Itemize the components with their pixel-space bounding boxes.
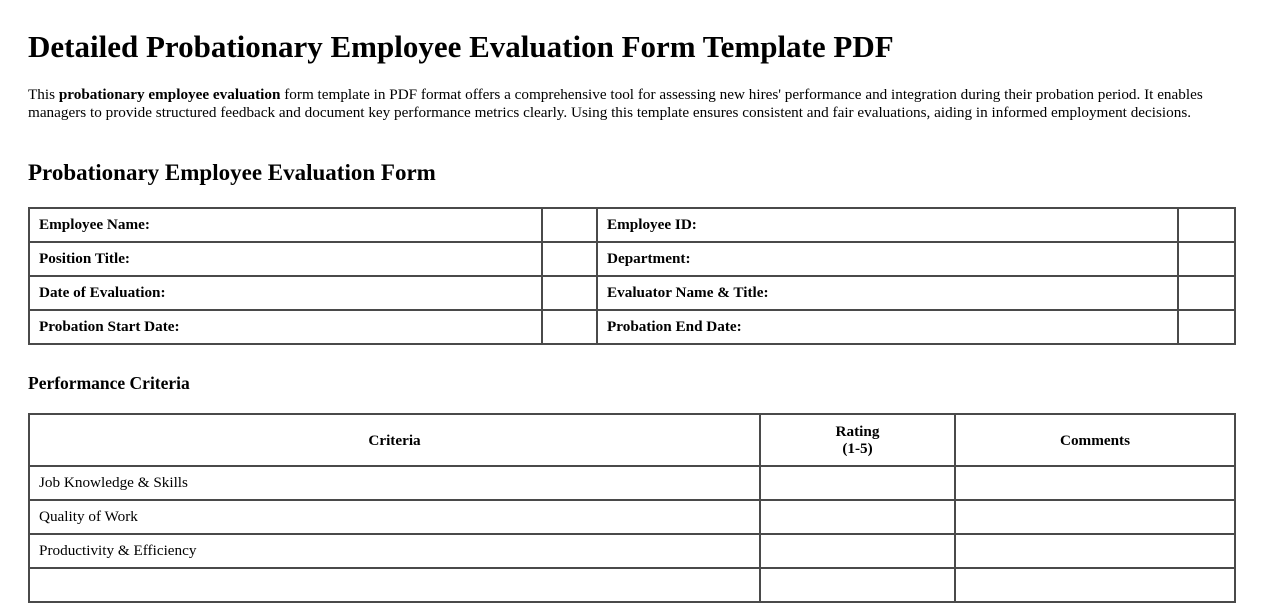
intro-bold: probationary employee evaluation — [58, 86, 281, 103]
probation-start-field[interactable] — [542, 310, 597, 344]
rating-header-line1: Rating — [835, 423, 880, 440]
position-title-field[interactable] — [542, 242, 597, 276]
evaluator-field[interactable] — [1178, 276, 1235, 310]
table-row — [29, 466, 1235, 500]
department-field[interactable] — [1178, 242, 1235, 276]
criteria-cell — [29, 568, 760, 602]
info-label: Employee Name: — [29, 208, 542, 242]
criteria-cell: Quality of Work — [29, 500, 760, 534]
table-row — [29, 242, 1235, 276]
comments-cell[interactable] — [955, 568, 1235, 602]
criteria-column-header: Criteria — [29, 414, 760, 466]
table-row — [29, 568, 1235, 602]
rating-cell[interactable] — [760, 534, 955, 568]
info-label: Department: — [597, 242, 1178, 276]
comments-cell[interactable] — [955, 500, 1235, 534]
info-label: Date of Evaluation: — [29, 276, 542, 310]
criteria-cell: Job Knowledge & Skills — [29, 466, 760, 500]
comments-column-header: Comments — [955, 414, 1235, 466]
info-label: Evaluator Name & Title: — [597, 276, 1178, 310]
evaluation-date-field[interactable] — [542, 276, 597, 310]
rating-cell[interactable] — [760, 568, 955, 602]
criteria-cell: Productivity & Efficiency — [29, 534, 760, 568]
info-label: Probation End Date: — [597, 310, 1178, 344]
intro-paragraph — [28, 86, 1228, 122]
table-row — [29, 500, 1235, 534]
rating-cell[interactable] — [760, 466, 955, 500]
performance-criteria-table — [28, 413, 1236, 603]
table-row — [29, 276, 1235, 310]
rating-header-line2: (1-5) — [842, 440, 873, 457]
comments-cell[interactable] — [955, 534, 1235, 568]
table-row — [29, 534, 1235, 568]
table-header-row — [29, 414, 1235, 466]
info-label: Employee ID: — [597, 208, 1178, 242]
rating-cell[interactable] — [760, 500, 955, 534]
form-title: Probationary Employee Evaluation Form — [28, 160, 436, 185]
rating-column-header — [760, 414, 955, 466]
employee-info-table — [28, 207, 1236, 345]
table-row — [29, 310, 1235, 344]
table-row — [29, 208, 1235, 242]
employee-name-field[interactable] — [542, 208, 597, 242]
probation-end-field[interactable] — [1178, 310, 1235, 344]
comments-cell[interactable] — [955, 466, 1235, 500]
employee-id-field[interactable] — [1178, 208, 1235, 242]
info-label: Probation Start Date: — [29, 310, 542, 344]
intro-prefix: This — [28, 86, 59, 103]
page-title: Detailed Probationary Employee Evaluation Form Template PDF — [28, 29, 894, 64]
performance-heading: Performance Criteria — [28, 373, 190, 393]
intro-suffix: form template in PDF format offers a comprehensive tool for assessing new hires' performance and integration during their probation period. It enables managers to provide structured feedback and document key performance metrics clearly. Using this template ensures consistent and fair evaluations, aiding in informed employment decisions. — [28, 86, 1203, 121]
info-label: Position Title: — [29, 242, 542, 276]
